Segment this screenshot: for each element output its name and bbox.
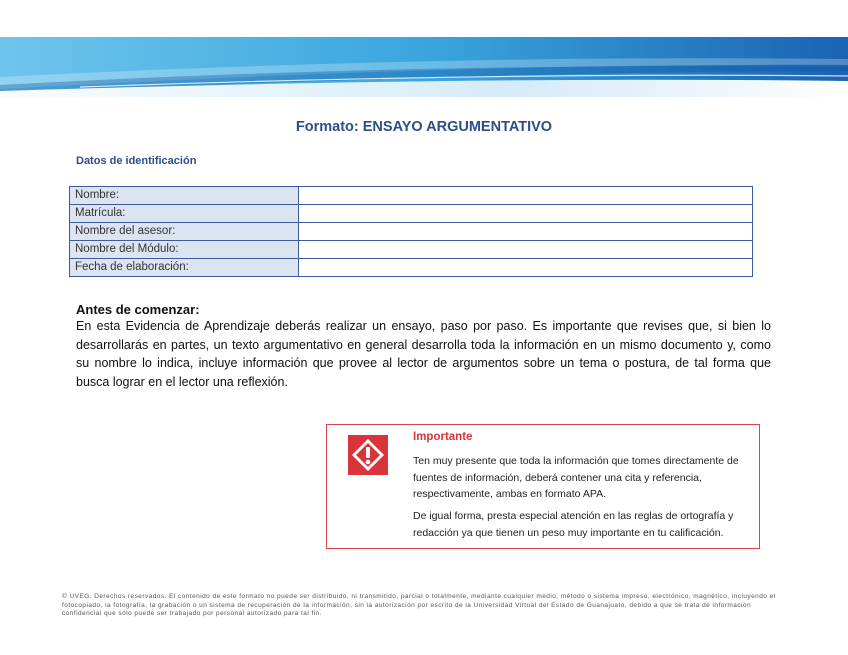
important-paragraph-2: De igual forma, presta especial atención en las reglas de ortografía y redacción ya que tienen un peso muy importante en tu calificación. xyxy=(413,510,734,539)
copyright-footer: © UVEG. Derechos reservados. El contenido de este formato no puede ser distribuido, ni transmitido, parcial o totalmente, mediante cualquier medio, método o sistema impreso, electrónico, magnético, incluyendo el fotocopiado, la fotografía, la grabación o un sistema de recuperación de la información, sin la autorización por escrito de la Universidad Virtual del Estado de Guanajuato, debido a que se trata de información confidencial que sólo puede ser trabajado por personal autorizado para tal fin. xyxy=(62,593,776,618)
name-label: Nombre: xyxy=(70,187,299,205)
warning-icon xyxy=(348,435,388,480)
table-row xyxy=(70,187,753,205)
document-title: Formato: ENSAYO ARGUMENTATIVO xyxy=(295,119,553,135)
advisor-label: Nombre del asesor: xyxy=(70,223,299,241)
table-row xyxy=(70,223,753,241)
table-row xyxy=(70,259,753,277)
enrollment-label: Matrícula: xyxy=(70,205,299,223)
identification-heading: Datos de identificación xyxy=(76,155,197,167)
advisor-field[interactable] xyxy=(299,223,753,241)
name-field[interactable] xyxy=(299,187,753,205)
date-field[interactable] xyxy=(299,259,753,277)
table-row xyxy=(70,205,753,223)
module-field[interactable] xyxy=(299,241,753,259)
date-label: Fecha de elaboración: xyxy=(70,259,299,277)
intro-heading: Antes de comenzar: xyxy=(76,302,200,317)
header-banner xyxy=(0,37,848,97)
intro-text: En esta Evidencia de Aprendizaje deberás realizar un ensayo, paso por paso. Es importante que revises que, si bien lo desarrollarás en partes, un texto argumentativo en general desarrolla toda la información en un mismo documento y, como su nombre lo indica, incluye información que provee al lector de argumentos sobre un tema o postura, de tal forma que busca lograr en el lector una reflexión. xyxy=(76,319,771,389)
table-row xyxy=(70,241,753,259)
identification-table xyxy=(69,186,753,277)
enrollment-field[interactable] xyxy=(299,205,753,223)
important-title: Importante xyxy=(413,431,473,443)
module-label: Nombre del Módulo: xyxy=(70,241,299,259)
important-paragraph-1: Ten muy presente que toda la información que tomes directamente de fuentes de información, deberá contener una cita y referencia, respectivamente, ambas en formato APA. xyxy=(413,455,739,500)
important-box xyxy=(326,424,760,549)
